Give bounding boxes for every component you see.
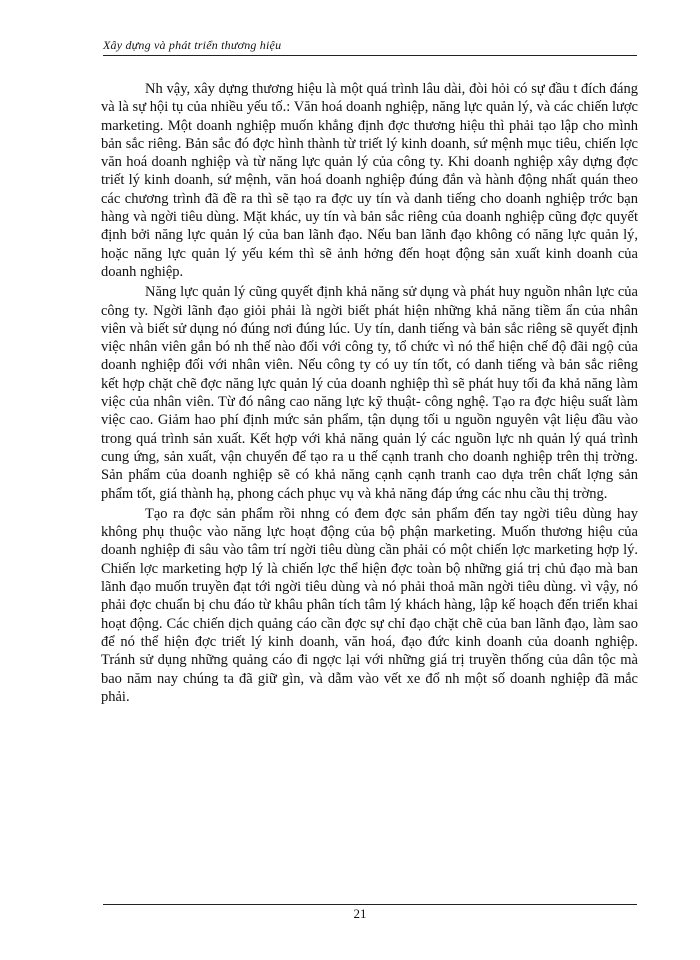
page-number: 21 xyxy=(353,906,367,921)
footer-divider xyxy=(103,904,637,905)
document-body xyxy=(101,80,638,706)
paragraph-management-capacity: Năng lực quản lý cũng quyết định khả năng sử dụng và phát huy nguồn nhân lực của công ty. Ngời lãnh đạo giỏi phải là ngời biết phát hiện những khả năng tiềm ẩn của nhân viên và biết sử dụng nó đúng nơi đúng lúc. Uy tín, danh tiếng và bản sắc riêng sẽ quyết định việc nhân viên gắn bó nh thế nào đối với công ty, tổ chức vì nó thể hiện chế độ đãi ngộ của doanh nghiệp đối với nhân viên. Nếu công ty có uy tín tốt, có danh tiếng và bản sắc riêng kết hợp chặt chẽ đợc năng lực quản lý của doanh nghiệp thì sẽ phát huy tối đa khả năng làm việc của nhân viên. Từ đó nâng cao năng lực kỹ thuật- công nghệ. Tạo ra đợc hiệu suất làm việc cao. Giảm hao phí định mức sản phẩm, tận dụng tối u nguồn nguyên vật liệu đầu vào trong quá trình sản xuất. Kết hợp với khả năng quản lý các nguồn lực nh quản lý quá trình cung ứng, sản xuất, vận chuyển để tạo ra u thế cạnh tranh cho doanh nghiệp trên thị trờng. Sản phẩm của doanh nghiệp sẽ có khả năng cạnh cạnh tranh cao dựa trên chất lợng sản phẩm tốt, giá thành hạ, phong cách phục vụ và khả năng đáp ứng các nhu cầu thị trờng. xyxy=(101,284,638,502)
paragraph-brand-building: Nh vậy, xây dựng thương hiệu là một quá trình lâu dài, đòi hỏi có sự đầu t đích đáng và là sự hội tụ của nhiều yếu tố.: Văn hoá doanh nghiệp, năng lực quản lý, và các chiến lược marketing. Một doanh nghiệp muốn khẳng định đợc thương hiệu thì phải tạo lập cho mình bản sắc riêng. Bản sắc đó đợc hình thành từ triết lý kinh doanh, sứ mệnh mục tiêu, chiến lợc văn hoá doanh nghiệp và từ năng lực quản lý của công ty. Khi doanh nghiệp xây dựng đợc triết lý kinh doanh, sứ mệnh, văn hoá doanh nghiệp đúng đắn và hành động nhất quán theo các chương trình đã đề ra thì sẽ tạo ra đợc uy tín và danh tiếng cho doanh nghiệp trớc bạn hàng và ngời tiêu dùng. Mặt khác, uy tín và bản sắc riêng của doanh nghiệp cũng đợc quyết định bởi năng lực quản lý của ban lãnh đạo. Nếu ban lãnh đạo không có năng lực quản lý, hoặc năng lực quản lý yếu kém thì sẽ ảnh hởng đến hoạt động sản xuất kinh doanh của doanh nghiệp. xyxy=(101,81,638,280)
paragraph-marketing-strategy: Tạo ra đợc sản phẩm rồi nhng có đem đợc sản phẩm đến tay ngời tiêu dùng hay không phụ thuộc vào năng lực hoạt động của bộ phận marketing. Muốn thương hiệu của doanh nghiệp đi sâu vào tâm trí ngời tiêu dùng cần phải có một chiến lợc marketing hợp lý. Chiến lợc marketing hợp lý là chiến lợc thể hiện đợc toàn bộ những giá trị chủ đạo mà ban lãnh đạo muốn truyền đạt tới ngời tiêu dùng và nó phải thoả mãn ngời tiêu dùng. vì vậy, nó phải đợc chuẩn bị chu đáo từ khâu phân tích tâm lý khách hàng, lập kế hoạch đến triển khai hoạt động. Các chiến dịch quảng cáo cần đợc sự chỉ đạo chặt chẽ của ban lãnh đạo, làm sao để nó thể hiện đợc triết lý kinh doanh, văn hoá, đạo đức kinh doanh của doanh nghiệp. Tránh sử dụng những quảng cáo đi ngợc lại với những giá trị truyền thống của dân tộc mà bao năm nay chúng ta đã giữ gìn, và dẫm vào vết xe đổ nh một số doanh nghiệp đã mắc phải. xyxy=(101,505,638,705)
running-header: Xây dựng và phát triển thương hiệu xyxy=(103,38,637,56)
